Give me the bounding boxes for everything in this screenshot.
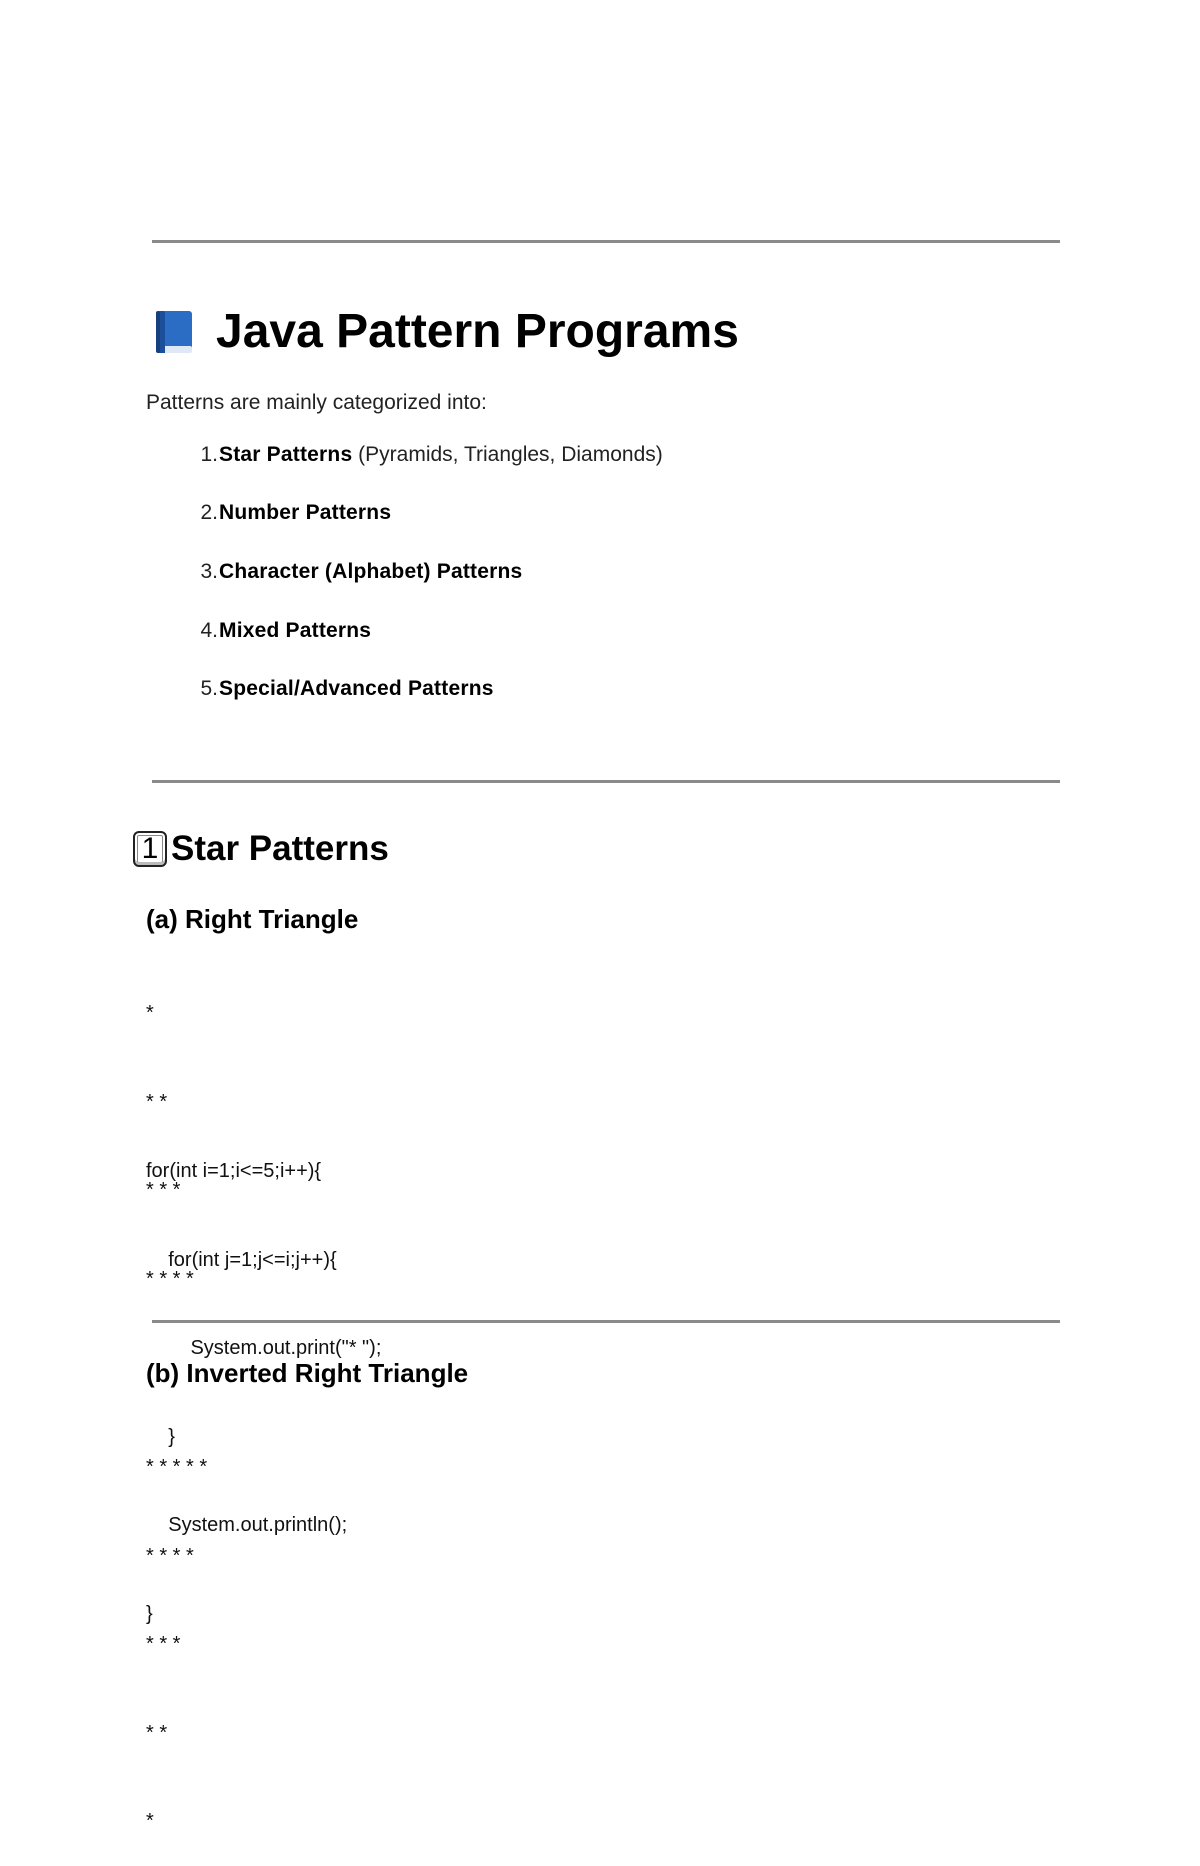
list-number: 1.	[200, 443, 218, 466]
list-item	[146, 441, 663, 469]
output-line: * * *	[146, 1179, 181, 1201]
code-line: }	[146, 1425, 175, 1448]
code-line: for(int i=1;i<=5;i++){	[146, 1160, 322, 1182]
list-item	[146, 558, 522, 586]
keycap-number-icon: 1	[133, 831, 167, 867]
code-line: System.out.print("* ");	[146, 1337, 382, 1359]
section-title: Star Patterns	[171, 829, 389, 868]
output-line: * *	[146, 1090, 168, 1113]
output-line: *	[146, 1810, 154, 1832]
page-title	[152, 300, 739, 364]
code-line: for(int j=1;j<=i;j++){	[146, 1248, 337, 1271]
blue-book-icon	[152, 308, 196, 356]
output-line: *	[146, 1002, 154, 1024]
list-item-bold: Number Patterns	[219, 501, 392, 524]
list-item-bold: Character (Alphabet) Patterns	[219, 560, 523, 583]
code-line: }	[146, 1602, 153, 1625]
section-heading	[133, 826, 389, 872]
output-line: * * * *	[146, 1544, 194, 1567]
list-number: 4.	[200, 619, 218, 642]
list-item-bold: Mixed Patterns	[219, 619, 372, 642]
output-line: * * * * *	[146, 1456, 208, 1478]
output-line: * *	[146, 1721, 168, 1744]
list-number: 3.	[200, 560, 218, 583]
horizontal-rule	[152, 1320, 1060, 1323]
subsection-heading: (a) Right Triangle	[146, 904, 359, 934]
list-item-rest: (Pyramids, Triangles, Diamonds)	[352, 443, 663, 466]
output-line: * * *	[146, 1633, 181, 1655]
list-number: 5.	[200, 677, 218, 700]
intro-paragraph: Patterns are mainly categorized into:	[146, 391, 487, 414]
horizontal-rule	[152, 780, 1060, 783]
code-line: System.out.println();	[146, 1514, 348, 1536]
output-line: * * * *	[146, 1267, 194, 1290]
horizontal-rule	[152, 240, 1060, 243]
page-title-text: Java Pattern Programs	[216, 305, 739, 358]
list-item-bold: Special/Advanced Patterns	[219, 677, 494, 700]
list-item	[146, 675, 494, 703]
list-item	[146, 499, 391, 527]
list-number: 2.	[200, 501, 218, 524]
pattern-output	[146, 1394, 207, 1866]
subsection-heading: (b) Inverted Right Triangle	[146, 1358, 469, 1388]
list-item	[146, 617, 371, 645]
list-item-bold: Star Patterns	[219, 443, 353, 466]
